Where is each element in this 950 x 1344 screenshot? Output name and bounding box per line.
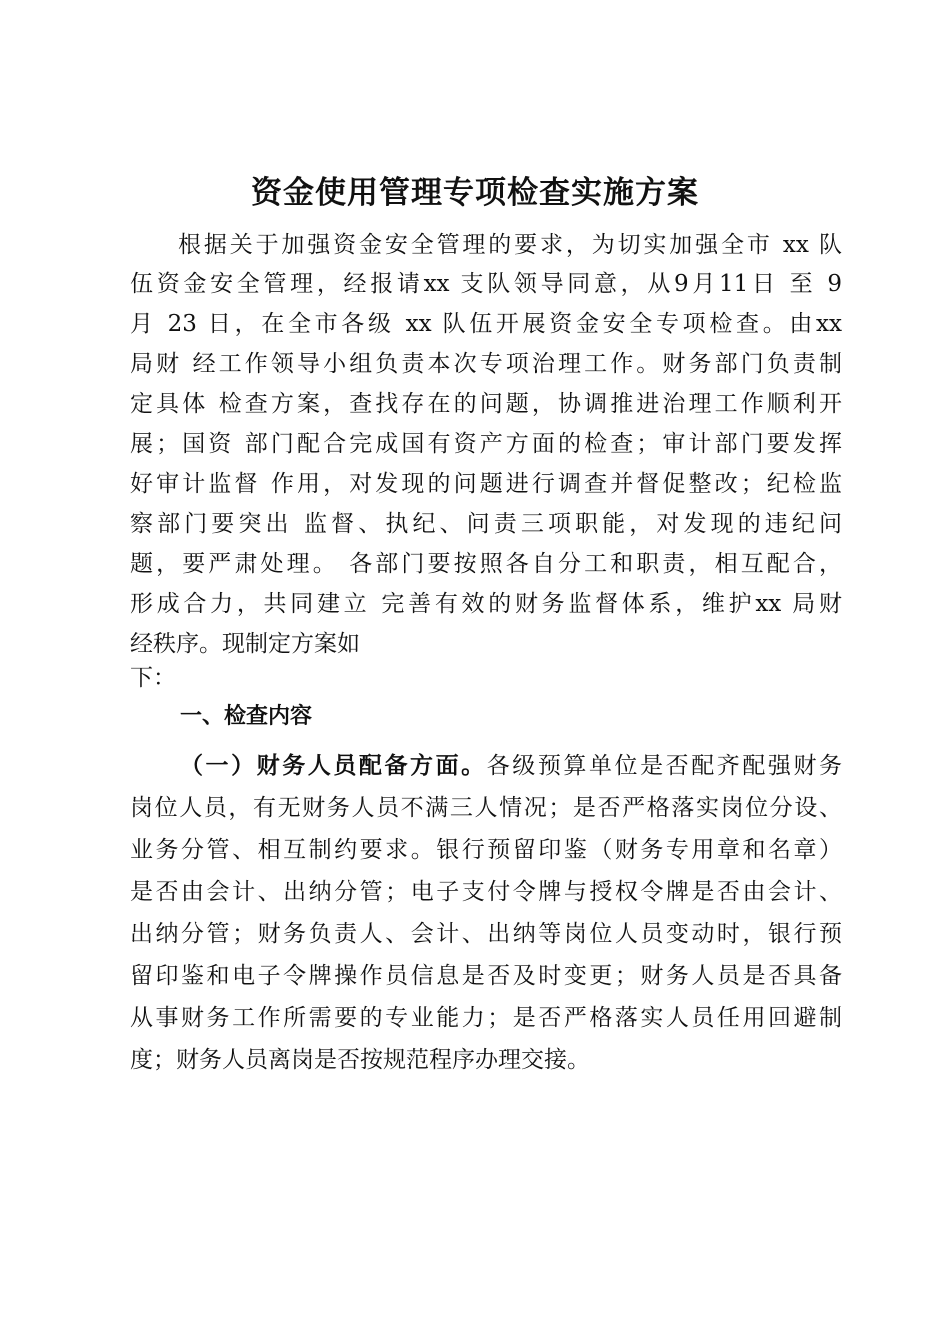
subsection-line: 业务分管、相互制约要求。银行预留印鉴（财务专用章和名章）	[130, 837, 842, 863]
intro-line: 经秩序。现制定方案如	[130, 631, 360, 657]
intro-line: 根据关于加强资金安全管理的要求，为切实加强全市 xx 队	[178, 232, 842, 258]
subsection-line: 从事财务工作所需要的专业能力；是否严格落实人员任用回避制	[130, 1005, 842, 1031]
document-title: 资金使用管理专项检查实施方案	[251, 175, 699, 211]
subsection-line: 度；财务人员离岗是否按规范程序办理交接。	[130, 1047, 590, 1073]
subsection-first-line	[180, 746, 842, 786]
section-heading: 一、检查内容	[180, 704, 313, 729]
intro-line: 题，要严肃处理。 各部门要按照各自分工和职责，相互配合，	[130, 551, 842, 577]
intro-line: 察部门要突出 监督、执纪、问责三项职能，对发现的违纪问	[130, 511, 842, 537]
intro-line: 局财 经工作领导小组负责本次专项治理工作。财务部门负责制	[130, 351, 842, 377]
intro-line: 展；国资 部门配合完成国有资产方面的检查；审计部门要发挥	[130, 431, 842, 457]
intro-line: 月 23 日，在全市各级 xx 队伍开展资金安全专项检查。由xx	[130, 311, 842, 337]
intro-line: 下：	[130, 665, 176, 691]
subsection-label: （一）财务人员配备方面。	[180, 753, 487, 779]
subsection-line: 是否由会计、出纳分管；电子支付令牌与授权令牌是否由会计、	[130, 879, 842, 905]
subsection-line: 出纳分管；财务负责人、会计、出纳等岗位人员变动时，银行预	[130, 921, 842, 947]
intro-line: 形成合力，共同建立 完善有效的财务监督体系，维护xx 局财	[130, 591, 842, 617]
intro-line: 好审计监督 作用，对发现的问题进行调查并督促整改；纪检监	[130, 471, 842, 497]
subsection-first-line-text: 各级预算单位是否配齐配强财务	[486, 753, 843, 779]
intro-line: 伍资金安全管理，经报请xx 支队领导同意，从9月11日 至 9	[130, 271, 842, 297]
subsection-line: 岗位人员，有无财务人员不满三人情况；是否严格落实岗位分设、	[130, 795, 842, 821]
intro-line: 定具体 检查方案，查找存在的问题，协调推进治理工作顺利开	[130, 391, 842, 417]
subsection-line: 留印鉴和电子令牌操作员信息是否及时变更；财务人员是否具备	[130, 963, 842, 989]
